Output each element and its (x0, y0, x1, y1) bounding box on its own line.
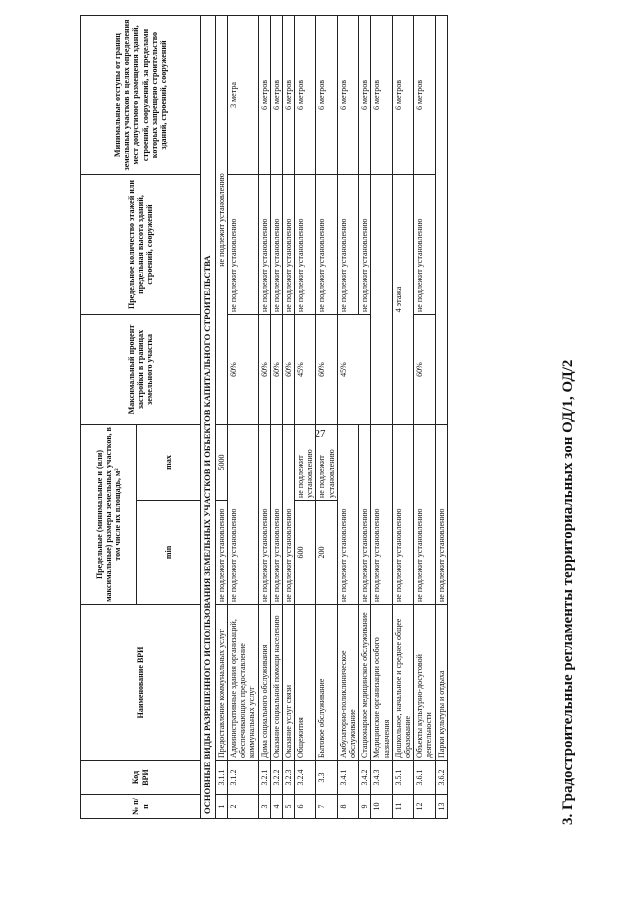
row-min: не подлежит установлению (337, 425, 358, 605)
row-setback: 3 метра (227, 16, 258, 175)
row-min: не подлежит установлению (227, 425, 258, 605)
row-percent: 60% (227, 315, 258, 425)
row-name: Бытовое обслуживание (316, 605, 337, 761)
document-title: 3. Градостроительные регламенты территориальных зон ОД/1, ОД/2 (560, 359, 576, 825)
table-row (215, 16, 227, 819)
row-name: Парки культуры и отдыха (435, 605, 447, 761)
row-num: 12 (414, 795, 435, 819)
regulations-table (80, 15, 448, 819)
row-percent: 45% (295, 315, 316, 425)
row-name: Предоставление коммунальных услуг (215, 605, 227, 761)
row-floors: не подлежит установлению (414, 175, 435, 315)
row-min: не подлежит установлению (392, 425, 413, 605)
row-num: 7 (316, 795, 337, 819)
header-setback: Минимальные отступы от границ земельных участков в целях определения мест допустимого размещения зданий, строений, сооружений, за пределами которых запрещено строительство зданий, строений, сооружений (81, 16, 201, 175)
row-code: 3.2.1 (258, 761, 270, 795)
row-setback: 6 метров (270, 16, 282, 175)
row-floors: не подлежит установлению (270, 175, 282, 315)
row-setback: 6 метров (371, 16, 392, 175)
row-percent: 60% (282, 315, 294, 425)
row-min: не подлежит установлению (371, 425, 392, 605)
row-code: 3.2.2 (270, 761, 282, 795)
row-num: 1 (215, 795, 227, 819)
table-row (258, 16, 270, 819)
row-floors: не подлежит установлению (316, 175, 337, 315)
header-num: № п/п (81, 795, 201, 819)
row-num: 5 (282, 795, 294, 819)
row-percent: 45% (337, 315, 371, 425)
row-max: 5000 (215, 425, 227, 501)
row-percent: 60% (414, 315, 435, 425)
row-num: 10 (371, 795, 392, 819)
row-code: 3.2.3 (282, 761, 294, 795)
row-percent (371, 175, 392, 425)
row-name: Медицинские организации особого назначения (371, 605, 392, 761)
row-code: 3.5.1 (392, 761, 413, 795)
row-min: не подлежит установлению (215, 501, 227, 605)
header-code: Код ВРИ (81, 761, 201, 795)
table-row (371, 16, 392, 819)
header-area-max: max (137, 425, 201, 501)
row-setback: 6 метров (282, 16, 294, 175)
table-row (316, 16, 337, 819)
row-name: Оказание услуг связи (282, 605, 294, 761)
row-name: Дошкольное, начальное и среднее общее образование (392, 605, 413, 761)
table-row (282, 16, 294, 819)
table-row (337, 16, 358, 819)
row-min: не подлежит установлению (359, 425, 371, 605)
table-row (227, 16, 258, 819)
row-min: не подлежит установлению (270, 425, 282, 605)
row-min: не подлежит установлению (282, 425, 294, 605)
row-name: Амбулаторно-поликлиническое обслуживание (337, 605, 358, 761)
row-percent: 60% (316, 315, 337, 425)
row-floors: 4 этажа (392, 175, 413, 425)
row-floors: не подлежит установлению (258, 175, 270, 315)
row-code: 3.3 (316, 761, 337, 795)
row-name: Дома социального обслуживания (258, 605, 270, 761)
header-floors: Предельное количество этажей или предельная высота зданий, строений, сооружений (81, 175, 201, 315)
row-num: 2 (227, 795, 258, 819)
row-code: 3.6.1 (414, 761, 435, 795)
row-max: не подлежит установлению (316, 425, 337, 501)
row-percent: 60% (270, 315, 282, 425)
row-min: 200 (316, 501, 337, 605)
row-setback: 6 метров (295, 16, 316, 175)
row-name: Общежития (295, 605, 316, 761)
row-code: 3.4.3 (371, 761, 392, 795)
header-area-min: min (137, 501, 201, 605)
row-min: не подлежит установлению (435, 425, 447, 605)
row-num: 6 (295, 795, 316, 819)
table-row (295, 16, 316, 819)
row-num: 9 (359, 795, 371, 819)
row-name: Объекты культурно-досуговой деятельности (414, 605, 435, 761)
row-min: не подлежит установлению (414, 425, 435, 605)
header-name: Наименование ВРИ (81, 605, 201, 761)
row-code: 3.1.2 (227, 761, 258, 795)
row-setback: 6 метров (337, 16, 358, 175)
row-setback: 6 метров (359, 16, 371, 175)
row-setback: 6 метров (392, 16, 413, 175)
table-row (414, 16, 435, 819)
row-code: 3.4.2 (359, 761, 371, 795)
row-percent (435, 16, 447, 425)
row-num: 3 (258, 795, 270, 819)
row-floors: не подлежит установлению (359, 175, 371, 315)
row-name: Оказание социальной помощи населению (270, 605, 282, 761)
row-setback: 6 метров (316, 16, 337, 175)
header-percent: Максимальный процент застройки в границах земельного участка (81, 315, 201, 425)
row-floors: не подлежит установлению (337, 175, 358, 315)
row-percent: 60% (258, 315, 270, 425)
row-floors: не подлежит установлению (282, 175, 294, 315)
header-area: Предельные (минимальные и (или) максимальные) размеры земельных участков, в том числе их площадь, м² (81, 425, 137, 605)
row-code: 3.6.2 (435, 761, 447, 795)
row-code: 3.4.1 (337, 761, 358, 795)
row-code: 3.1.1 (215, 761, 227, 795)
row-name: Административные здания организаций, обеспечивающих предоставление коммунальных услуг (227, 605, 258, 761)
regulations-table-wrap (80, 16, 448, 819)
row-num: 11 (392, 795, 413, 819)
row-num: 8 (337, 795, 358, 819)
page-number: 27 (314, 428, 326, 440)
section-title: ОСНОВНЫЕ ВИДЫ РАЗРЕШЕННОГО ИСПОЛЬЗОВАНИЯ ЗЕМЕЛЬНЫХ УЧАСТКОВ И ОБЪЕКТОВ КАПИТАЛЬНОГО СТРОИТЕЛЬСТВА (201, 16, 216, 819)
table-row (435, 16, 447, 819)
row-percent: не подлежит установлению (215, 16, 227, 425)
row-min: не подлежит установлению (258, 425, 270, 605)
row-min: 600 (295, 501, 316, 605)
row-floors: не подлежит установлению (227, 175, 258, 315)
table-row (392, 16, 413, 819)
row-num: 4 (270, 795, 282, 819)
row-code: 3.2.4 (295, 761, 316, 795)
row-max: не подлежит установлению (295, 425, 316, 501)
row-num: 13 (435, 795, 447, 819)
row-setback: 6 метров (258, 16, 270, 175)
row-name: Стационарное медицинское обслуживание (359, 605, 371, 761)
row-floors: не подлежит установлению (295, 175, 316, 315)
row-setback: 6 метров (414, 16, 435, 175)
table-row (270, 16, 282, 819)
